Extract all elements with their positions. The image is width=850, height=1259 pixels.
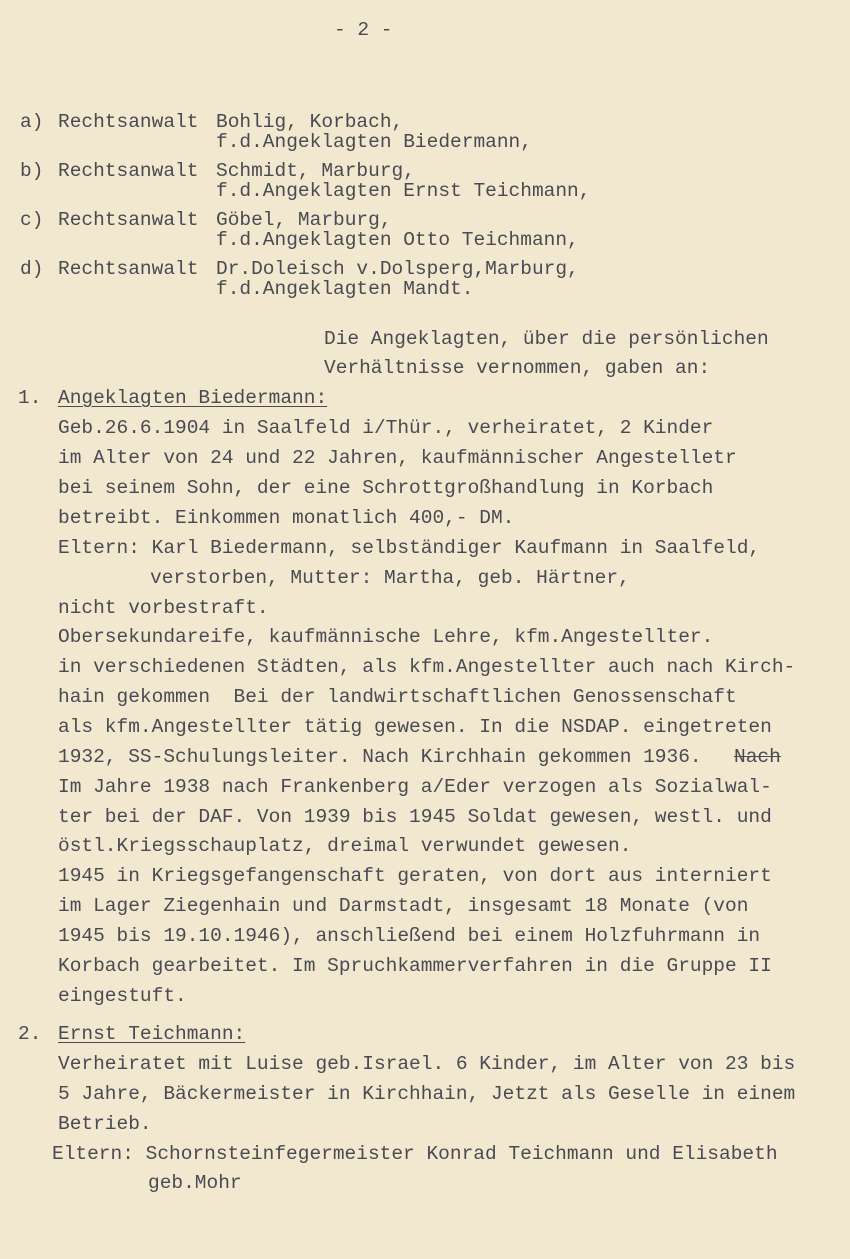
page-number: - 2 - xyxy=(334,19,393,41)
section-1-line: als kfm.Angestellter tätig gewesen. In die NSDAP. eingetreten xyxy=(58,716,772,738)
struck-word: Nach xyxy=(734,746,781,768)
section-2-number: 2. xyxy=(18,1023,42,1045)
section-1-line: ter bei der DAF. Von 1939 bis 1945 Soldat gewesen, westl. und xyxy=(58,806,772,828)
section-1-line: in verschiedenen Städten, als kfm.Angestellter auch nach Kirch- xyxy=(58,656,796,678)
section-1-line: hain gekommen Bei der landwirtschaftlichen Genossenschaft xyxy=(58,686,737,708)
counsel-a-client: f.d.Angeklagten Biedermann, xyxy=(216,131,532,153)
counsel-c-role: Rechtsanwalt xyxy=(58,209,199,231)
counsel-a-role: Rechtsanwalt xyxy=(58,111,199,133)
section-2-line: Eltern: Schornsteinfegermeister Konrad Teichmann und Elisabeth xyxy=(52,1143,778,1165)
section-2-line: 5 Jahre, Bäckermeister in Kirchhain, Jetzt als Geselle in einem xyxy=(58,1083,796,1105)
section-1-line: eingestuft. xyxy=(58,985,187,1007)
section-1-line: nicht vorbestraft. xyxy=(58,597,269,619)
section-1-line: betreibt. Einkommen monatlich 400,- DM. xyxy=(58,507,515,529)
counsel-c-client: f.d.Angeklagten Otto Teichmann, xyxy=(216,229,579,251)
counsel-d-client: f.d.Angeklagten Mandt. xyxy=(216,278,474,300)
intro-line-2: Verhältnisse vernommen, gaben an: xyxy=(324,357,711,379)
section-1-line: östl.Kriegsschauplatz, dreimal verwundet gewesen. xyxy=(58,835,632,857)
section-1-line: Eltern: Karl Biedermann, selbständiger Kaufmann in Saalfeld, xyxy=(58,537,761,559)
section-1-line: im Alter von 24 und 22 Jahren, kaufmännischer Angestelletr xyxy=(58,447,737,469)
section-2-line: geb.Mohr xyxy=(148,1172,242,1194)
section-2-heading: Ernst Teichmann: xyxy=(58,1023,246,1045)
intro-line-1: Die Angeklagten, über die persönlichen xyxy=(324,328,769,350)
counsel-b-name: Schmidt, Marburg, xyxy=(216,160,415,182)
section-1-line: bei seinem Sohn, der eine Schrottgroßhandlung in Korbach xyxy=(58,477,714,499)
section-1-line: 1945 bis 19.10.1946), anschließend bei einem Holzfuhrmann in xyxy=(58,925,761,947)
counsel-d-name: Dr.Doleisch v.Dolsperg,Marburg, xyxy=(216,258,579,280)
counsel-c-name: Göbel, Marburg, xyxy=(216,209,392,231)
section-1-line: 1945 in Kriegsgefangenschaft geraten, von dort aus interniert xyxy=(58,865,772,887)
counsel-a-name: Bohlig, Korbach, xyxy=(216,111,404,133)
section-1-line: Korbach gearbeitet. Im Spruchkammerverfahren in die Gruppe II xyxy=(58,955,772,977)
section-2-line: Betrieb. xyxy=(58,1113,152,1135)
counsel-d-label: d) xyxy=(20,258,44,280)
counsel-b-label: b) xyxy=(20,160,44,182)
section-1-line: Obersekundareife, kaufmännische Lehre, kfm.Angestellter. xyxy=(58,626,714,648)
section-2-line: Verheiratet mit Luise geb.Israel. 6 Kinder, im Alter von 23 bis xyxy=(58,1053,796,1075)
counsel-b-role: Rechtsanwalt xyxy=(58,160,199,182)
counsel-c-label: c) xyxy=(20,209,44,231)
counsel-b-client: f.d.Angeklagten Ernst Teichmann, xyxy=(216,180,591,202)
section-1-line: Geb.26.6.1904 in Saalfeld i/Thür., verheiratet, 2 Kinder xyxy=(58,417,714,439)
section-1-number: 1. xyxy=(18,387,42,409)
section-1-line: verstorben, Mutter: Martha, geb. Härtner, xyxy=(150,567,630,589)
section-1-heading: Angeklagten Biedermann: xyxy=(58,387,328,409)
section-1-line: Im Jahre 1938 nach Frankenberg a/Eder verzogen als Sozialwal- xyxy=(58,776,772,798)
section-1-line: 1932, SS-Schulungsleiter. Nach Kirchhain gekommen 1936. xyxy=(58,746,702,768)
counsel-a-label: a) xyxy=(20,111,44,133)
section-1-line: im Lager Ziegenhain und Darmstadt, insgesamt 18 Monate (von xyxy=(58,895,749,917)
counsel-d-role: Rechtsanwalt xyxy=(58,258,199,280)
